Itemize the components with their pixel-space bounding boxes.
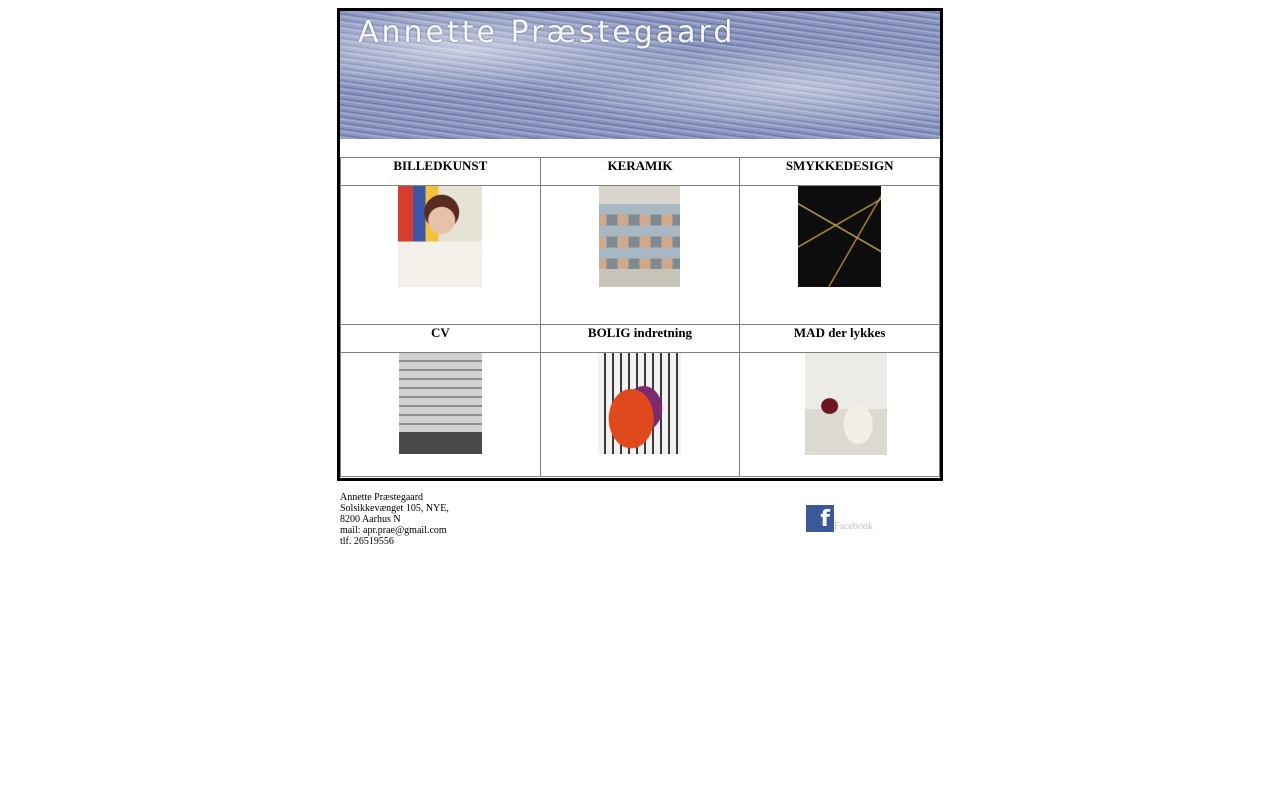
heading-smykkedesign[interactable]: SMYKKEDESIGN [740,158,940,186]
contact-mail[interactable]: mail: apr.prae@gmail.com [340,525,447,536]
banner-title: Annette Præstegaard [358,15,736,50]
heading-keramik[interactable]: KERAMIK [540,158,740,186]
cell-bolig [540,353,740,477]
smykkedesign-thumbnail[interactable] [798,186,881,287]
cell-billedkunst [341,186,541,325]
heading-mad[interactable]: MAD der lykkes [740,325,940,353]
banner-image [340,11,940,139]
contact-name: Annette Præstegaard [340,492,424,503]
main-frame [337,8,943,481]
cell-mad [740,353,940,477]
heading-cv[interactable]: CV [341,325,541,353]
banner-gap [340,139,940,157]
facebook-link[interactable] [806,505,873,532]
heading-billedkunst[interactable]: BILLEDKUNST [341,158,541,186]
facebook-label[interactable]: Facebook [834,521,873,532]
mad-thumbnail[interactable] [805,353,887,455]
cell-keramik [540,186,740,325]
category-grid [340,157,940,477]
cell-smykkedesign [740,186,940,325]
cell-cv [341,353,541,477]
facebook-icon[interactable]: f [806,505,834,532]
contact-street: Solsikkevænget 105, NYE, [340,503,449,514]
keramik-thumbnail[interactable] [599,186,680,287]
contact-address [340,492,449,547]
cv-thumbnail[interactable] [399,353,482,454]
contact-city: 8200 Aarhus N [340,514,401,525]
bolig-thumbnail[interactable] [598,353,681,454]
billedkunst-thumbnail[interactable] [398,186,482,287]
heading-bolig[interactable]: BOLIG indretning [540,325,740,353]
contact-phone: tlf. 26519556 [340,536,394,547]
